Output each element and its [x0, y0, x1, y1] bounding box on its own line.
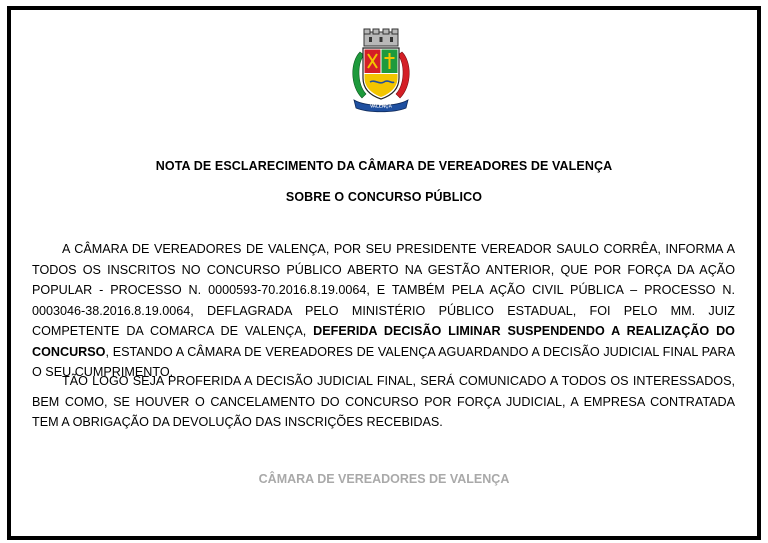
document-title: NOTA DE ESCLARECIMENTO DA CÂMARA DE VEREADORES DE VALENÇA: [155, 159, 613, 173]
paragraph-1: [32, 239, 735, 383]
paragraph-1-text-end: , ESTANDO A CÂMARA DE VEREADORES DE VALENÇA AGUARDANDO A DECISÃO JUDICIAL FINAL PARA O SEU CUMPRIMENTO.: [32, 344, 735, 379]
shield: [363, 48, 399, 99]
coat-of-arms-icon: [346, 28, 416, 114]
crown: [364, 29, 398, 46]
crest-ribbon: [354, 100, 408, 112]
paragraph-1-text: A CÂMARA DE VEREADORES DE VALENÇA, POR SEU PRESIDENTE VEREADOR SAULO CORRÊA, INFORMA A TODOS OS INSCRITOS NO CONCURSO PÚBLICO ABERTO NA GESTÃO ANTERIOR, QUE POR FORÇA DA AÇÃO POPULAR - PROCESSO N. 0000593-70.2016.8.19.0064, E TAMBÉM PELA AÇÃO CIVIL PÚBLICA – PROCESSO N. 0003046-38.2016.8.19.0064, DEFLAGRADA PELO MINISTÉRIO PÚBLICO ESTADUAL, FOI PELO MM. JUIZ COMPETENTE DA COMARCA DE VALENÇA,: [32, 242, 735, 338]
document-subtitle: SOBRE O CONCURSO PÚBLICO: [285, 190, 483, 204]
paragraph-2: TÃO LOGO SEJA PROFERIDA A DECISÃO JUDICIAL FINAL, SERÁ COMUNICADO A TODOS OS INTERESSADOS, BEM COMO, SE HOUVER O CANCELAMENTO DO CONCURSO POR FORÇA JUDICIAL, A EMPRESA CONTRATADA TEM A OBRIGAÇÃO DA DEVOLUÇÃO DAS INSCRIÇÕES RECEBIDAS.: [32, 374, 735, 429]
signature: CÂMARA DE VEREADORES DE VALENÇA: [258, 472, 510, 486]
crest-ribbon-text: VALENÇA: [370, 103, 392, 109]
paragraph-1-emphasis: DEFERIDA DECISÃO LIMINAR SUSPENDENDO A REALIZAÇÃO DO CONCURSO: [32, 324, 735, 359]
